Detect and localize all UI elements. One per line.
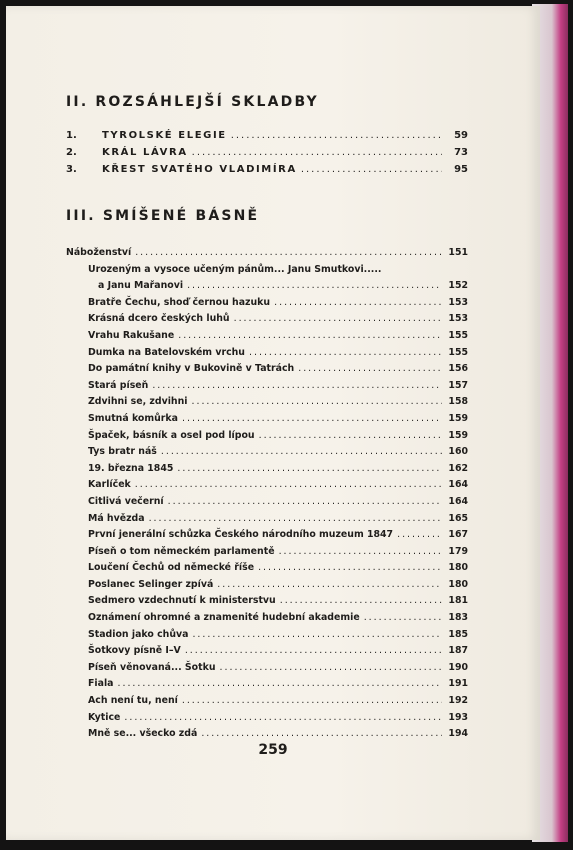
dot-leader: [191, 396, 442, 407]
dot-leader: [192, 147, 442, 158]
toc-title: Poslanec Selinger zpívá: [88, 578, 214, 590]
toc-row: [66, 579, 468, 596]
toc-row: [66, 247, 468, 264]
toc-row: [66, 463, 468, 480]
toc-row: [66, 313, 468, 330]
toc-row: [66, 496, 468, 513]
dot-leader: [192, 629, 442, 640]
toc-row: [66, 446, 468, 463]
toc-title: Krásná dcero českých luhů: [88, 313, 230, 325]
toc-title: 19. března 1845: [88, 462, 174, 474]
toc-row: [66, 662, 468, 679]
toc-row: [66, 695, 468, 712]
dot-leader: [280, 595, 442, 606]
toc-title: Stará píseň: [88, 379, 149, 391]
toc-row: [66, 513, 468, 530]
item-page: 59: [454, 130, 468, 141]
dot-leader: [178, 330, 442, 341]
toc-page: 158: [448, 396, 468, 408]
toc-title: Náboženství: [66, 247, 132, 258]
dot-leader: [177, 463, 442, 474]
dot-leader: [279, 546, 442, 557]
toc-page: 153: [448, 296, 468, 308]
toc-title: První jenerální schůzka Českého národního muzeum 1847: [88, 529, 394, 541]
toc-row: [66, 363, 468, 380]
toc-page: 179: [448, 545, 468, 557]
dot-leader: [397, 529, 442, 540]
toc-page: 193: [448, 711, 468, 723]
toc-title: Kytice: [88, 711, 121, 723]
section-heading-2: II. ROZSÁHLEJŠÍ SKLADBY: [66, 94, 319, 110]
item-title: KŘEST SVATÉHO VLADIMÍRA: [102, 164, 297, 175]
dot-leader: [182, 695, 442, 706]
toc-page: 191: [448, 678, 468, 690]
toc-row: [66, 562, 468, 579]
toc-title: Tys bratr náš: [88, 446, 157, 458]
toc-row: [66, 546, 468, 563]
toc-row: [66, 297, 468, 314]
item-number: 2.: [66, 147, 77, 158]
toc-title: Bratře Čechu, shoď černou hazuku: [88, 296, 271, 308]
toc-title: Píseň o tom německém parlamentě: [88, 545, 275, 557]
toc-title: Oznámení ohromné a znamenité hudební akademie: [88, 612, 360, 624]
item-page: 73: [454, 147, 468, 158]
dot-leader: [185, 645, 442, 656]
item-title: KRÁL LÁVRA: [102, 147, 188, 158]
dot-leader: [201, 728, 442, 739]
dot-leader: [168, 496, 442, 507]
toc-title: Do památní knihy v Bukovině v Tatrách: [88, 363, 295, 375]
toc-title: Mně se... všecko zdá: [88, 728, 198, 740]
dot-leader: [117, 678, 442, 689]
toc-page: 155: [448, 329, 468, 341]
toc-title: Šotkovy písně I–V: [88, 645, 181, 657]
dot-leader: [301, 164, 442, 175]
dot-leader: [152, 380, 442, 391]
toc-title: Citlivá večerní: [88, 495, 164, 507]
dot-leader: [135, 479, 442, 490]
toc-title: Píseň věnovaná... Šotku: [88, 661, 216, 673]
dot-leader: [234, 313, 442, 324]
toc-title: a Janu Mařanovi: [98, 280, 184, 292]
toc-page: 159: [448, 412, 468, 424]
toc-title: Dumka na Batelovském vrchu: [88, 346, 245, 358]
list-item: [66, 147, 468, 164]
item-page: 95: [454, 164, 468, 175]
dot-leader: [217, 579, 442, 590]
toc-title: Má hvězda: [88, 512, 145, 524]
dot-leader: [149, 513, 442, 524]
toc-page: 164: [448, 495, 468, 507]
toc-page: 153: [448, 313, 468, 325]
toc-title: Urozeným a vysoce učeným pánům... Janu Smutkovi.....: [88, 263, 382, 275]
toc-title: Sedmero vzdechnutí k ministerstvu: [88, 595, 276, 607]
toc-page: 164: [448, 479, 468, 491]
book-page: [6, 6, 540, 840]
toc-row: [66, 396, 468, 413]
toc-page: 157: [448, 379, 468, 391]
dot-leader: [231, 130, 442, 141]
toc-title: Loučení Čechů od německé říše: [88, 562, 255, 574]
toc-page: 181: [448, 595, 468, 607]
section-heading-3: III. SMÍŠENÉ BÁSNĚ: [66, 208, 260, 224]
dot-leader: [249, 347, 442, 358]
toc-row: [66, 479, 468, 496]
dot-leader: [124, 712, 442, 723]
toc-page: 160: [448, 446, 468, 458]
toc-page: 180: [448, 578, 468, 590]
dot-leader: [298, 363, 442, 374]
toc-page: 152: [448, 280, 468, 292]
dot-leader: [364, 612, 442, 623]
toc-row: [66, 413, 468, 430]
toc-row: [66, 264, 468, 281]
section-3-list: [66, 247, 468, 745]
toc-title: Zdvihni se, zdvihni: [88, 396, 188, 408]
toc-row: [66, 612, 468, 629]
toc-page: 192: [448, 695, 468, 707]
dot-leader: [187, 280, 442, 291]
item-title: TYROLSKÉ ELEGIE: [102, 130, 227, 141]
dot-leader: [220, 662, 442, 673]
toc-row: [66, 330, 468, 347]
toc-page: 162: [448, 462, 468, 474]
toc-title: Ach není tu, není: [88, 695, 178, 707]
item-number: 3.: [66, 164, 77, 175]
toc-page: 165: [448, 512, 468, 524]
toc-title: Špaček, básník a osel pod lípou: [88, 429, 255, 441]
toc-row: [66, 280, 468, 297]
list-item: [66, 164, 468, 181]
dot-leader: [259, 430, 442, 441]
toc-row: [66, 430, 468, 447]
toc-title: Stadion jako chůva: [88, 628, 189, 640]
toc-page: 194: [448, 728, 468, 740]
toc-row: [66, 347, 468, 364]
toc-page: 183: [448, 612, 468, 624]
dot-leader: [274, 297, 442, 308]
dot-leader: [258, 562, 442, 573]
item-number: 1.: [66, 130, 77, 141]
toc-row: [66, 529, 468, 546]
toc-title: Vrahu Rakušane: [88, 329, 175, 341]
dot-leader: [135, 247, 442, 258]
toc-title: Karlíček: [88, 479, 131, 491]
toc-title: Fiala: [88, 678, 114, 690]
toc-row: [66, 678, 468, 695]
page-number: 259: [258, 742, 288, 758]
section-2-list: [66, 130, 468, 181]
dot-leader: [182, 413, 442, 424]
dot-leader: [161, 446, 442, 457]
toc-page: 185: [448, 628, 468, 640]
toc-page: 159: [448, 429, 468, 441]
toc-title: Smutná komůrka: [88, 412, 178, 424]
toc-page: 187: [448, 645, 468, 657]
toc-page: 190: [448, 661, 468, 673]
toc-page: 155: [448, 346, 468, 358]
list-item: [66, 130, 468, 147]
toc-page: 151: [448, 247, 468, 258]
toc-row: [66, 380, 468, 397]
toc-row: [66, 712, 468, 729]
toc-row: [66, 629, 468, 646]
toc-row: [66, 645, 468, 662]
toc-row: [66, 595, 468, 612]
toc-page: 180: [448, 562, 468, 574]
toc-page: 167: [448, 529, 468, 541]
toc-page: 156: [448, 363, 468, 375]
